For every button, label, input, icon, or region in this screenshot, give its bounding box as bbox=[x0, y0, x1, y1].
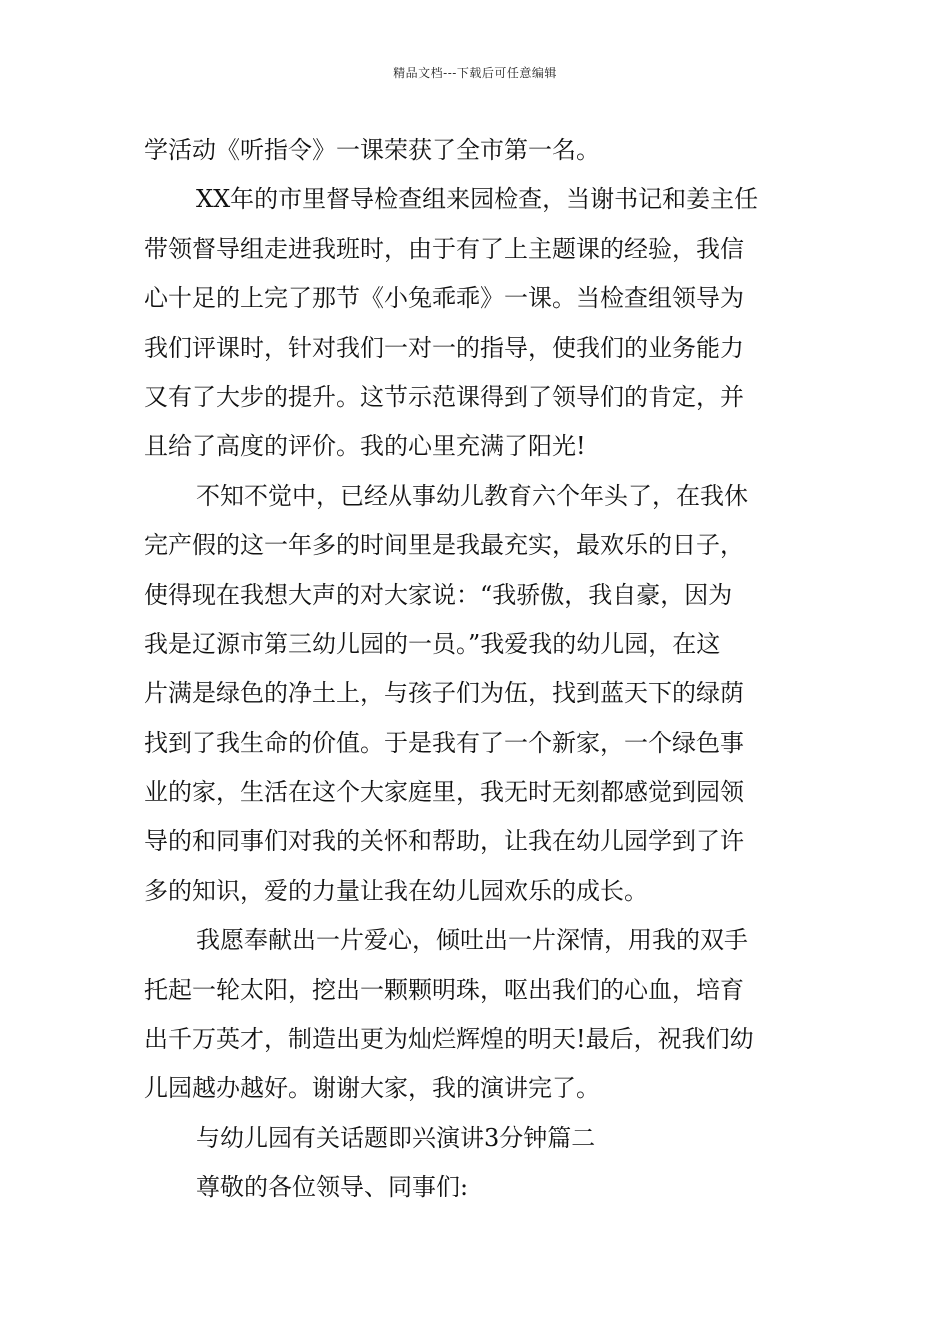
text-line: 找到了我生命的价值。于是我有了一个新家，一个绿色事 bbox=[144, 728, 744, 757]
text-line: 不知不觉中，已经从事幼儿教育六个年头了，在我休 bbox=[196, 481, 748, 510]
document-body bbox=[144, 126, 808, 1213]
text-line: 完产假的这一年多的时间里是我最充实，最欢乐的日子， bbox=[144, 531, 744, 560]
text-line: 出千万英才，制造出更为灿烂辉煌的明天!最后，祝我们幼 bbox=[144, 1025, 754, 1054]
text-line: 且给了高度的评价。我的心里充满了阳光! bbox=[144, 432, 586, 461]
text-line: 托起一轮太阳，挖出一颗颗明珠，呕出我们的心血，培育 bbox=[144, 975, 744, 1004]
text-line: 我愿奉献出一片爱心，倾吐出一片深情，用我的双手 bbox=[196, 926, 748, 955]
text-line: XX年的市里督导检查组来园检查，当谢书记和姜主任 bbox=[196, 185, 759, 214]
text-line: 又有了大步的提升。这节示范课得到了领导们的肯定，并 bbox=[144, 382, 744, 411]
text-line: 我是辽源市第三幼儿园的一员。”我爱我的幼儿园，在这 bbox=[144, 629, 721, 658]
text-line: 业的家，生活在这个大家庭里，我无时无刻都感觉到园领 bbox=[144, 778, 744, 807]
text-line: 尊敬的各位领导、同事们: bbox=[196, 1173, 469, 1202]
text-line: 片满是绿色的净土上，与孩子们为伍，找到蓝天下的绿荫 bbox=[144, 679, 744, 708]
text-line: 学活动《听指令》一课荣获了全市第一名。 bbox=[144, 136, 600, 164]
text-line: 心十足的上完了那节《小兔乖乖》一课。当检查组领导为 bbox=[144, 284, 744, 313]
text-line: 与幼儿园有关话题即兴演讲3分钟篇二 bbox=[196, 1123, 596, 1152]
text-line: 我们评课时，针对我们一对一的指导，使我们的业务能力 bbox=[144, 333, 744, 362]
text-line: 带领督导组走进我班时，由于有了上主题课的经验，我信 bbox=[144, 234, 744, 263]
page-header: 精品文档---下载后可任意编辑 bbox=[393, 66, 557, 80]
text-line: 导的和同事们对我的关怀和帮助，让我在幼儿园学到了许 bbox=[144, 827, 744, 856]
text-line: 多的知识，爱的力量让我在幼儿园欢乐的成长。 bbox=[144, 876, 648, 905]
text-line: 儿园越办越好。谢谢大家，我的演讲完了。 bbox=[144, 1074, 600, 1103]
text-line: 使得现在我想大声的对大家说：“我骄傲，我自豪，因为 bbox=[144, 580, 733, 609]
